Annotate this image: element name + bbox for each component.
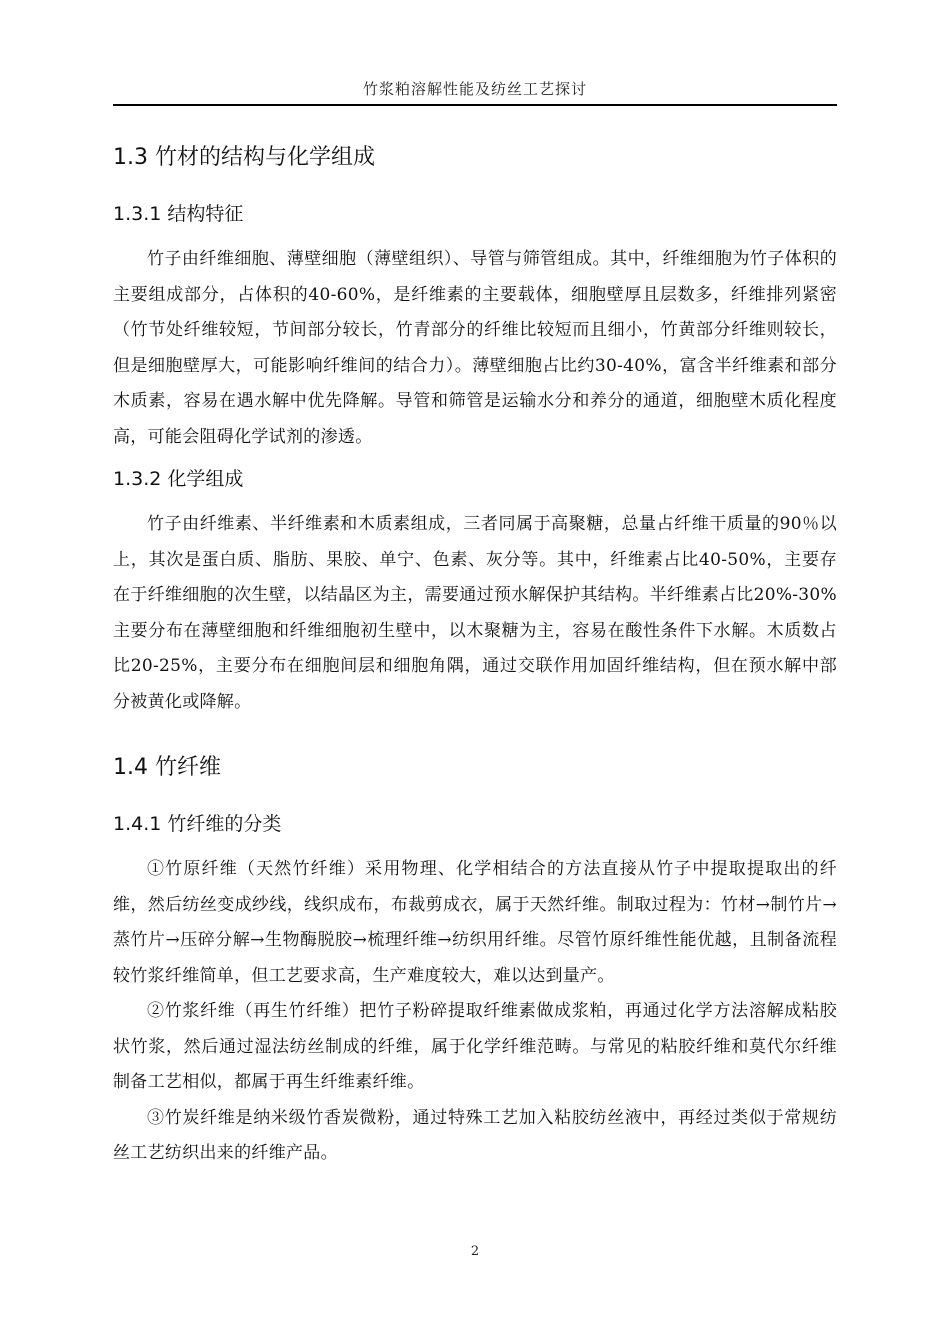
section-heading-1-3: 1.3 竹材的结构与化学组成 (113, 145, 375, 170)
running-header: 竹浆粕溶解性能及纺丝工艺探讨 (362, 80, 587, 98)
subsection-heading-1-4-1: 1.4.1 竹纤维的分类 (113, 813, 282, 835)
subsection-heading-1-3-2: 1.3.2 化学组成 (113, 468, 244, 490)
paragraph-bamboo-pulp-fiber: ②竹浆纤维（再生竹纤维）把竹子粉碎提取纤维素做成浆粕，再通过化学方法溶解成粘胶状竹浆，然后通过湿法纺丝制成的纤维，属于化学纤维范畴。与常见的粘胶纤维和莫代尔纤维制备工艺相似，都属于再生纤维素纤维。 (113, 1001, 837, 1092)
paragraph-chemical-composition: 竹子由纤维素、半纤维素和木质素组成，三者同属于高聚糖，总量占纤维干质量的90％以上，其次是蛋白质、脂肪、果胶、单宁、色素、灰分等。其中，纤维素占比40-50%，主要存在于纤维细胞的次生壁，以结晶区为主，需要通过预水解保护其结构。半纤维素占比20%-30%主要分布在薄壁细胞和纤维细胞初生壁中，以木聚糖为主，容易在酸性条件下水解。木质数占比20-25%，主要分布在细胞间层和细胞角隅，通过交联作用加固纤维结构，但在预水解中部分被黄化或降解。 (113, 514, 837, 712)
paragraph-structure: 竹子由纤维细胞、薄壁细胞（薄壁组织）、导管与筛管组成。其中，纤维细胞为竹子体积的主要组成部分，占体积的40-60%，是纤维素的主要载体，细胞壁厚且层数多，纤维排列紧密（竹节处纤维较短，节间部分较长，竹青部分的纤维比较短而且细小，竹黄部分纤维则较长，但是细胞壁厚大，可能影响纤维间的结合力）。薄壁细胞占比约30-40%，富含半纤维素和部分木质素，容易在遇水解中优先降解。导管和筛管是运输水分和养分的通道，细胞壁木质化程度高，可能会阻碍化学试剂的渗透。 (113, 249, 837, 447)
header-rule (113, 104, 837, 106)
paragraph-bamboo-charcoal-fiber: ③竹炭纤维是纳米级竹香炭微粉，通过特殊工艺加入粘胶纺丝液中，再经过类似于常规纺丝工艺纺织出来的纤维产品。 (113, 1107, 837, 1163)
page-content (113, 136, 837, 1172)
section-heading-1-4: 1.4 竹纤维 (113, 755, 221, 780)
paragraph-bamboo-original-fiber: ①竹原纤维（天然竹纤维）采用物理、化学相结合的方法直接从竹子中提取提取出的纤维，然后纺丝变成纱线，线织成布，布裁剪成衣，属于天然纤维。制取过程为：竹材→制竹片→蒸竹片→压碎分解→生物酶脱胶→梳理纤维→纺织用纤维。尽管竹原纤维性能优越，且制备流程较竹浆纤维简单，但工艺要求高，生产难度较大，难以达到量产。 (113, 859, 837, 986)
subsection-heading-1-3-1: 1.3.1 结构特征 (113, 203, 244, 225)
page-number: 2 (470, 1244, 480, 1259)
